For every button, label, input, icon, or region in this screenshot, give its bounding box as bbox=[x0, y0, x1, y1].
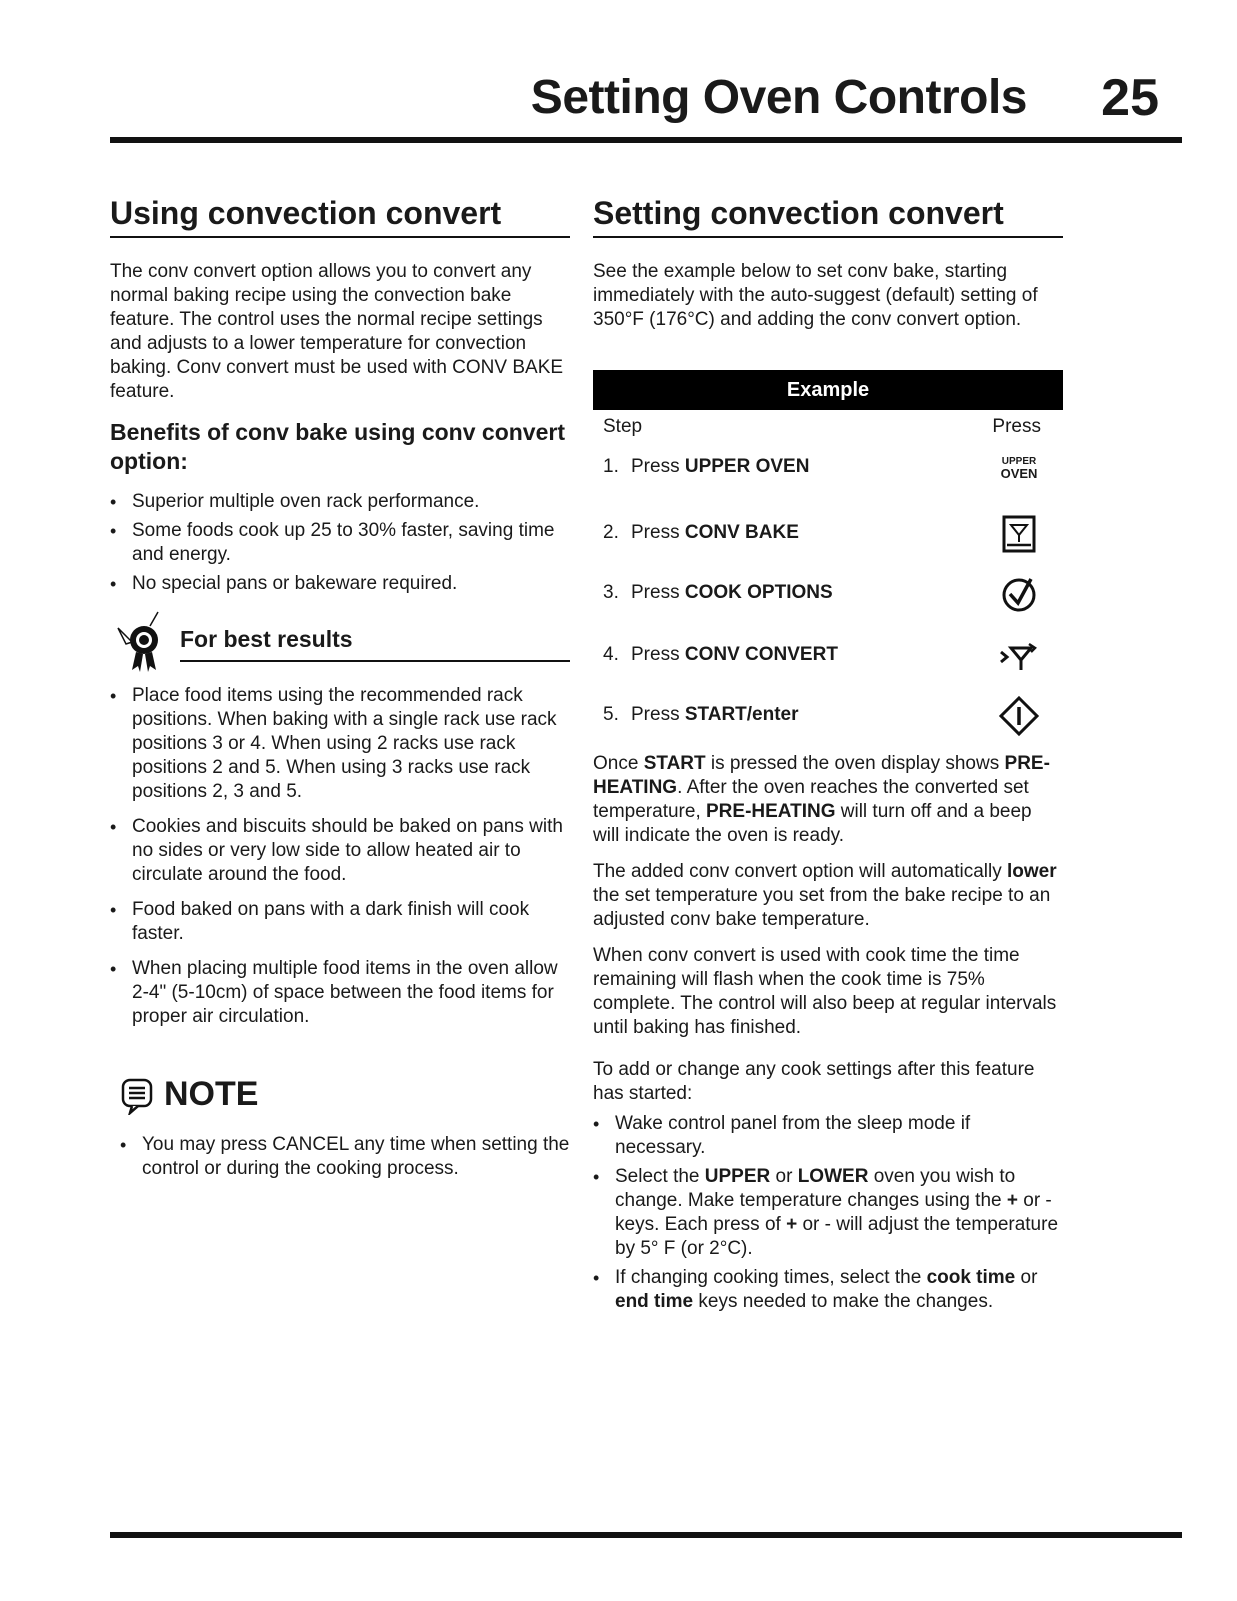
step-row-conv-bake bbox=[593, 504, 1063, 564]
list-item: • Cookies and biscuits should be baked on pans with no sides or very low side to allow heated air to circulate around the food. bbox=[110, 815, 570, 887]
right-column bbox=[593, 195, 1063, 1319]
best-results-header bbox=[110, 608, 570, 670]
step-row-conv-convert bbox=[593, 626, 1063, 686]
note-list bbox=[120, 1133, 570, 1181]
change-settings-list bbox=[593, 1112, 1063, 1314]
list-item: • You may press CANCEL any time when setting the control or during the cooking process. bbox=[120, 1133, 570, 1181]
page-number: 25 bbox=[1101, 69, 1159, 127]
page-title: Setting Oven Controls bbox=[530, 71, 1027, 124]
note-header bbox=[120, 1067, 570, 1119]
best-results-rule bbox=[180, 660, 570, 662]
intro-paragraph: The conv convert option allows you to convert any normal baking recipe using the convection bake feature. The control uses the normal recipe settings and adjusts to a lower temperature for convection baking. Conv convert must be used with CONV BAKE feature. bbox=[110, 261, 564, 402]
flash-paragraph: When conv convert is used with cook time the time remaining will flash when the cook time is 75% complete. The control will also beep at regular intervals until baking has finished. bbox=[593, 945, 1057, 1038]
step-row-start bbox=[593, 686, 1063, 746]
left-column bbox=[110, 195, 570, 1186]
explanation-text bbox=[593, 752, 1063, 1106]
conv-bake-key-icon bbox=[997, 512, 1041, 556]
benefits-list bbox=[110, 490, 570, 596]
section-heading-setting: Setting convection convert bbox=[593, 195, 1063, 238]
cook-options-key-icon bbox=[997, 572, 1041, 616]
best-results-label: For best results bbox=[180, 626, 353, 652]
footer-rule bbox=[110, 1532, 1182, 1538]
section-heading-using: Using convection convert bbox=[110, 195, 570, 238]
note-icon bbox=[120, 1077, 156, 1115]
list-item: • If changing cooking times, select the cook time or end time keys needed to make the changes. bbox=[593, 1266, 1063, 1314]
upper-oven-key-icon: UPPER OVEN bbox=[1000, 456, 1038, 481]
benefits-heading: Benefits of conv bake using conv convert option: bbox=[110, 419, 565, 474]
step-text: 1. Press UPPER OVEN bbox=[603, 456, 810, 477]
list-item: • Superior multiple oven rack performance. bbox=[110, 490, 570, 514]
best-results-list bbox=[110, 684, 570, 1029]
list-item: • No special pans or bakeware required. bbox=[110, 572, 570, 596]
example-banner: Example bbox=[593, 370, 1063, 410]
change-intro: To add or change any cook settings after this feature has started: bbox=[593, 1059, 1035, 1104]
start-key-icon bbox=[997, 694, 1041, 738]
step-text: 5. Press START/enter bbox=[603, 704, 799, 725]
press-column-header: Press bbox=[992, 416, 1041, 437]
list-item: • Select the UPPER or LOWER oven you wish to change. Make temperature changes using the + or - keys. Each press of + or - will adjust the temperature by 5° F (or 2°C). bbox=[593, 1165, 1063, 1261]
step-row-cook-options bbox=[593, 564, 1063, 624]
note-label: NOTE bbox=[164, 1075, 259, 1113]
list-item: • Food baked on pans with a dark finish will cook faster. bbox=[110, 898, 570, 946]
list-item: • Place food items using the recommended rack positions. When baking with a single rack use rack positions 3 or 4. When using 2 racks use rack positions 2 and 5. When using 3 racks use rack positions 2, 3 and 5. bbox=[110, 684, 570, 804]
preheat-paragraph: Once START is pressed the oven display shows PRE-HEATING. After the oven reaches the converted set temperature, PRE-HEATING will turn off and a beep will indicate the oven is ready. bbox=[593, 753, 1050, 846]
step-column-header: Step bbox=[603, 416, 643, 437]
header-rule bbox=[110, 137, 1182, 143]
conv-convert-key-icon bbox=[997, 634, 1041, 678]
list-item: • Some foods cook up 25 to 30% faster, saving time and energy. bbox=[110, 519, 570, 567]
example-intro: See the example below to set conv bake, starting immediately with the auto-suggest (default) setting of 350°F (176°C) and adding the conv convert option. bbox=[593, 261, 1038, 330]
lower-temp-paragraph: The added conv convert option will automatically lower the set temperature you set from the bake recipe to an adjusted conv bake temperature. bbox=[593, 861, 1057, 930]
award-ribbon-icon bbox=[110, 608, 172, 676]
example-table-header bbox=[593, 416, 1063, 438]
step-text: 2. Press CONV BAKE bbox=[603, 522, 799, 543]
step-row-upper-oven bbox=[593, 438, 1063, 498]
step-text: 4. Press CONV CONVERT bbox=[603, 644, 838, 665]
list-item: • Wake control panel from the sleep mode if necessary. bbox=[593, 1112, 1063, 1160]
list-item: • When placing multiple food items in the oven allow 2-4" (5-10cm) of space between the food items for proper air circulation. bbox=[110, 957, 570, 1029]
step-text: 3. Press COOK OPTIONS bbox=[603, 582, 833, 603]
